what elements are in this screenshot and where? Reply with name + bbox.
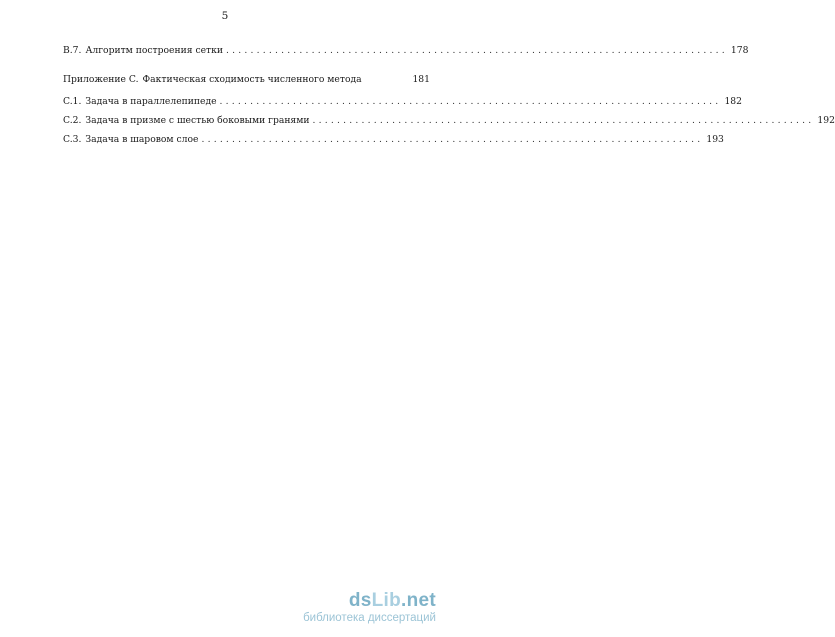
logo-net: .net (401, 590, 436, 611)
toc-entry-c2[interactable] (63, 114, 835, 128)
toc-entry-number: C.3. (63, 134, 82, 145)
toc-entry-c1[interactable] (63, 95, 742, 109)
toc-entry-c3[interactable] (63, 133, 724, 147)
page-number: 5 (221, 10, 229, 22)
toc-entry-number: C.1. (63, 96, 82, 107)
dslib-watermark (303, 591, 436, 625)
toc-entry-page: 181 (412, 74, 430, 85)
toc-entry-number: B.7. (63, 45, 82, 56)
toc-entry-appendix-c[interactable] (63, 73, 430, 87)
logo-lib: Lib (371, 590, 402, 611)
toc-entry-page: 192 (817, 115, 835, 126)
toc-entry-b7[interactable] (63, 44, 749, 58)
watermark-subtitle: библиотека диссертаций (303, 612, 436, 624)
dslib-logo (303, 591, 436, 611)
toc-entry-number: Приложение C. (63, 74, 139, 85)
logo-ds: ds (348, 590, 372, 611)
toc-entry-title: Алгоритм построения сетки (85, 45, 223, 56)
toc-dot-leader: .................................................................................. (225, 45, 728, 56)
toc-entry-page: 193 (706, 134, 724, 145)
toc-dot-leader: .................................................................................. (219, 96, 722, 107)
toc-entry-page: 178 (730, 45, 749, 56)
toc-entry-number: C.2. (63, 115, 82, 126)
toc-entry-title: Фактическая сходимость численного метода (142, 74, 362, 85)
toc-dot-leader: .................................................................................. (312, 115, 815, 126)
toc-entry-title: Задача в шаровом слое (85, 134, 199, 145)
toc-entry-title: Задача в призме с шестью боковыми гранями (85, 115, 310, 126)
toc-dot-leader: .................................................................................. (201, 134, 704, 145)
toc-entry-title: Задача в параллелепипеде (85, 96, 217, 107)
toc-entry-page: 182 (724, 96, 742, 107)
